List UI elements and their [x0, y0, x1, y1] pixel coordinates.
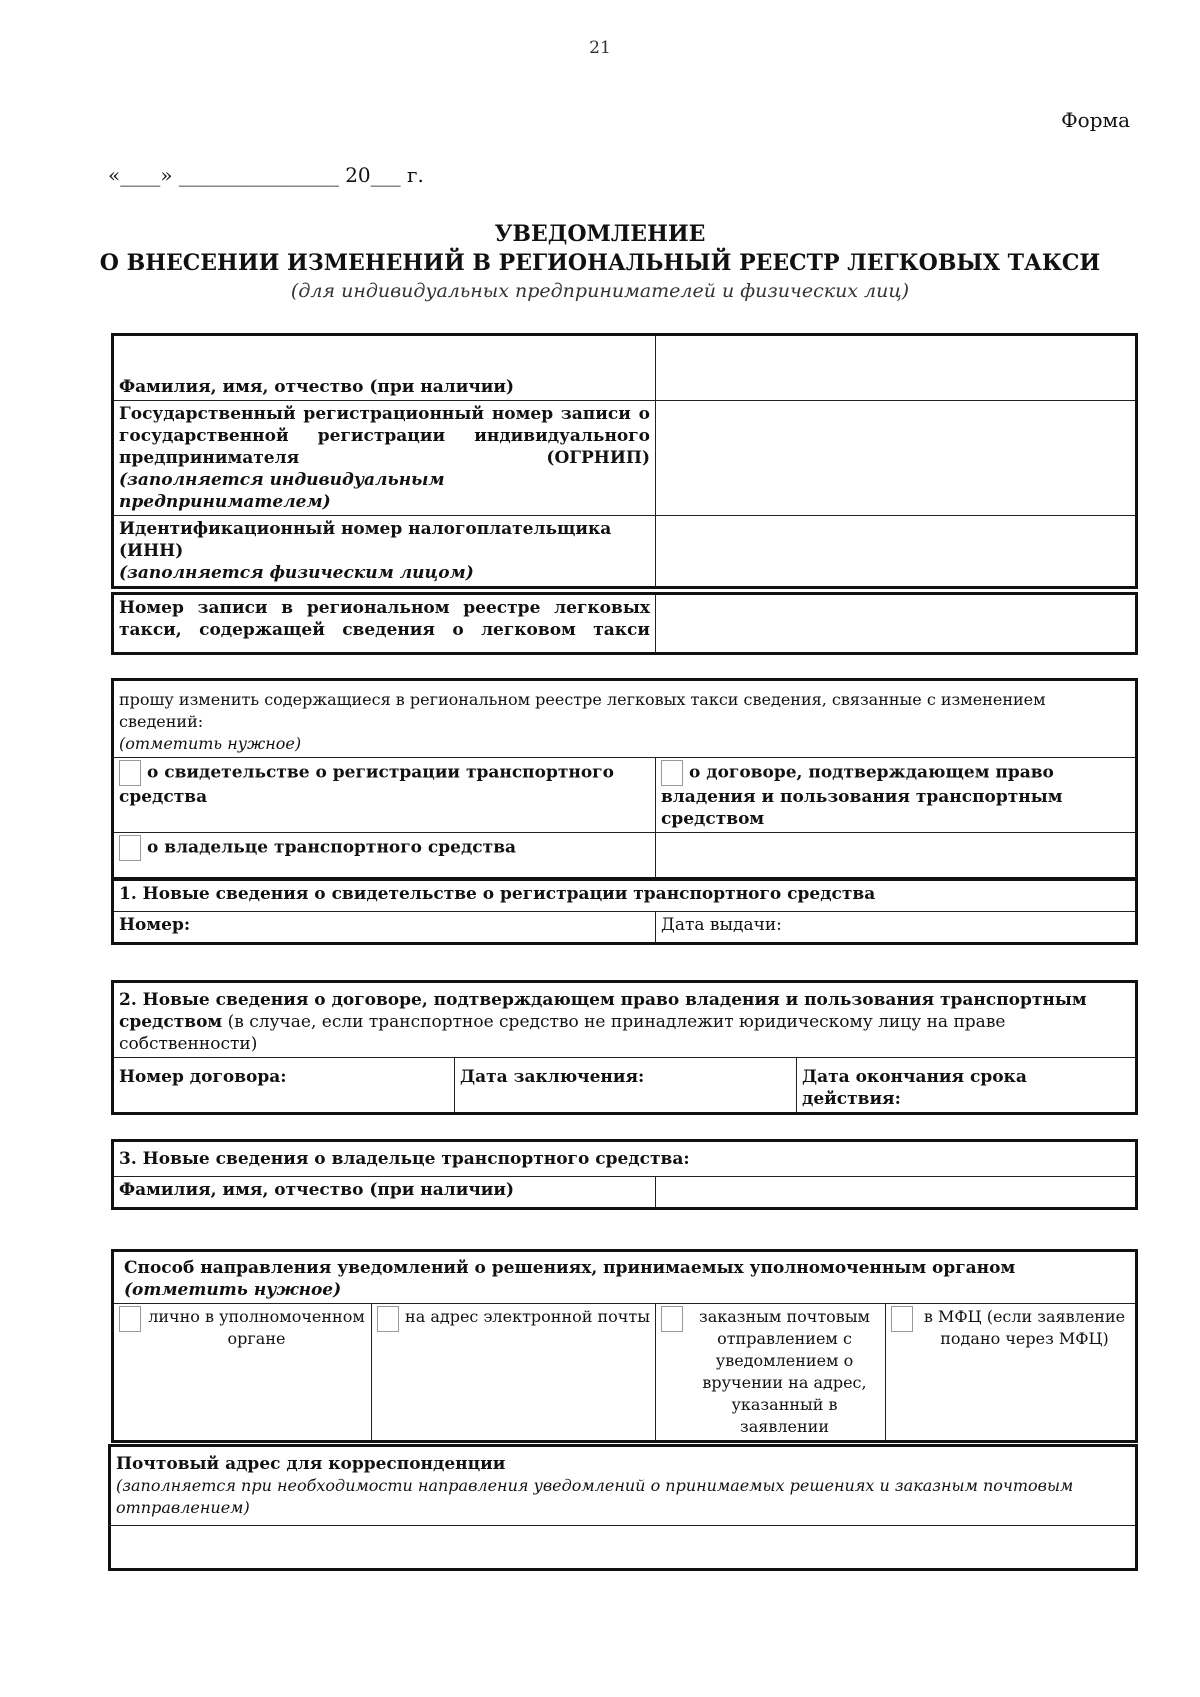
expiry-date-field[interactable]: Дата окончания срока действия: [797, 1058, 1137, 1114]
postal-title: Почтовый адрес для корреспонденции [116, 1454, 506, 1474]
postal-note: (заполняется при необходимости направления уведомлений о принимаемых решениях и заказным почтовым отправлением) [116, 1476, 1074, 1517]
postal-table [108, 1444, 1138, 1571]
postal-address-field[interactable] [110, 1526, 1137, 1570]
checkbox-mfc[interactable] [891, 1306, 913, 1332]
inn-label-cell [113, 516, 656, 588]
registry-field[interactable] [656, 594, 1137, 654]
section2-title: 2. Новые сведения о договоре, подтверждающем право владения и пользования транспортным средством [119, 990, 1087, 1032]
request-note: (отметить нужное) [119, 734, 302, 753]
section2-title-cell [113, 982, 1137, 1058]
delivery-option-mail[interactable] [656, 1304, 886, 1442]
document-subtitle: (для индивидуальных предпринимателей и физических лиц) [290, 280, 910, 302]
section3-fio-field[interactable] [656, 1177, 1137, 1209]
section3-table [111, 1139, 1138, 1210]
section2-title-note: (в случае, если транспортное средство не принадлежит юридическому лицу на праве собственности) [119, 1012, 1006, 1054]
delivery-title: Способ направления уведомлений о решениях, принимаемых уполномоченным органом [124, 1258, 1016, 1278]
checkbox-mail[interactable] [661, 1306, 683, 1332]
section3-fio-label: Фамилия, имя, отчество (при наличии) [113, 1177, 656, 1209]
inn-note: (заполняется физическим лицом) [119, 563, 474, 583]
checkbox-email[interactable] [377, 1306, 399, 1332]
inn-label: Идентификационный номер налогоплательщика (ИНН) [119, 519, 612, 561]
section2-table [111, 980, 1138, 1115]
fio-label: Фамилия, имя, отчество (при наличии) [113, 335, 656, 401]
page-number: 21 [589, 38, 611, 58]
option-owner-label: о владельце транспортного средства [147, 837, 517, 858]
section1-table [111, 878, 1138, 945]
delivery-option-mfc-label: в МФЦ (если заявление подано через МФЦ) [923, 1307, 1126, 1348]
inn-field[interactable] [656, 516, 1137, 588]
ogrnip-note: (заполняется индивидуальным предпринимателем) [119, 470, 445, 512]
option-contract[interactable] [656, 758, 1137, 833]
delivery-option-email-label: на адрес электронной почты [405, 1307, 650, 1326]
delivery-option-mail-label: заказным почтовым отправлением с уведомлением о вручении на адрес, указанный в заявлении [698, 1307, 870, 1436]
option-certificate[interactable] [113, 758, 656, 833]
ogrnip-label: Государственный регистрационный номер записи о государственной регистрации индивидуального предпринимателя (ОГРНИП) [119, 404, 650, 468]
checkbox-personal[interactable] [119, 1306, 141, 1332]
option-contract-label: о договоре, подтверждающем право владения и пользования транспортным средством [661, 762, 1063, 829]
document-title: УВЕДОМЛЕНИЕ [494, 221, 706, 247]
checkbox-certificate[interactable] [119, 760, 141, 786]
delivery-table [111, 1249, 1138, 1443]
option-owner[interactable] [113, 833, 656, 879]
document-title-line2: О ВНЕСЕНИИ ИЗМЕНЕНИЙ В РЕГИОНАЛЬНЫЙ РЕЕСТР ЛЕГКОВЫХ ТАКСИ [99, 250, 1101, 276]
delivery-note: (отметить нужное) [124, 1280, 342, 1300]
ogrnip-field[interactable] [656, 401, 1137, 516]
fio-field[interactable] [656, 335, 1137, 401]
section1-issue-date-field[interactable]: Дата выдачи: [656, 912, 1137, 944]
contract-number-field[interactable]: Номер договора: [113, 1058, 455, 1114]
request-text-cell [113, 680, 1137, 758]
checkbox-contract[interactable] [661, 760, 683, 786]
request-table [111, 678, 1138, 880]
delivery-option-personal[interactable] [113, 1304, 372, 1442]
ogrnip-label-cell [113, 401, 656, 516]
conclusion-date-field[interactable]: Дата заключения: [455, 1058, 797, 1114]
delivery-option-email[interactable] [372, 1304, 656, 1442]
checkbox-owner[interactable] [119, 835, 141, 861]
applicant-table [111, 333, 1138, 589]
section3-title: 3. Новые сведения о владельце транспортного средства: [113, 1141, 1137, 1177]
registry-table [111, 592, 1138, 655]
postal-title-cell [110, 1446, 1137, 1526]
empty-cell [656, 833, 1137, 879]
delivery-option-mfc[interactable] [886, 1304, 1137, 1442]
delivery-option-personal-label: лично в уполномоченном органе [148, 1307, 365, 1348]
registry-label: Номер записи в региональном реестре легковых такси, содержащей сведения о легковом такси [113, 594, 656, 654]
section1-number-field[interactable]: Номер: [113, 912, 656, 944]
delivery-title-cell [113, 1251, 1137, 1304]
option-certificate-label: о свидетельстве о регистрации транспортного средства [119, 762, 614, 807]
form-label: Форма [1061, 108, 1130, 132]
date-line[interactable]: «____» ________________ 20___ г. [108, 163, 424, 187]
section1-title: 1. Новые сведения о свидетельстве о регистрации транспортного средства [113, 880, 1137, 912]
request-text: прошу изменить содержащиеся в региональном реестре легковых такси сведения, связанные с изменением сведений: [119, 690, 1046, 731]
